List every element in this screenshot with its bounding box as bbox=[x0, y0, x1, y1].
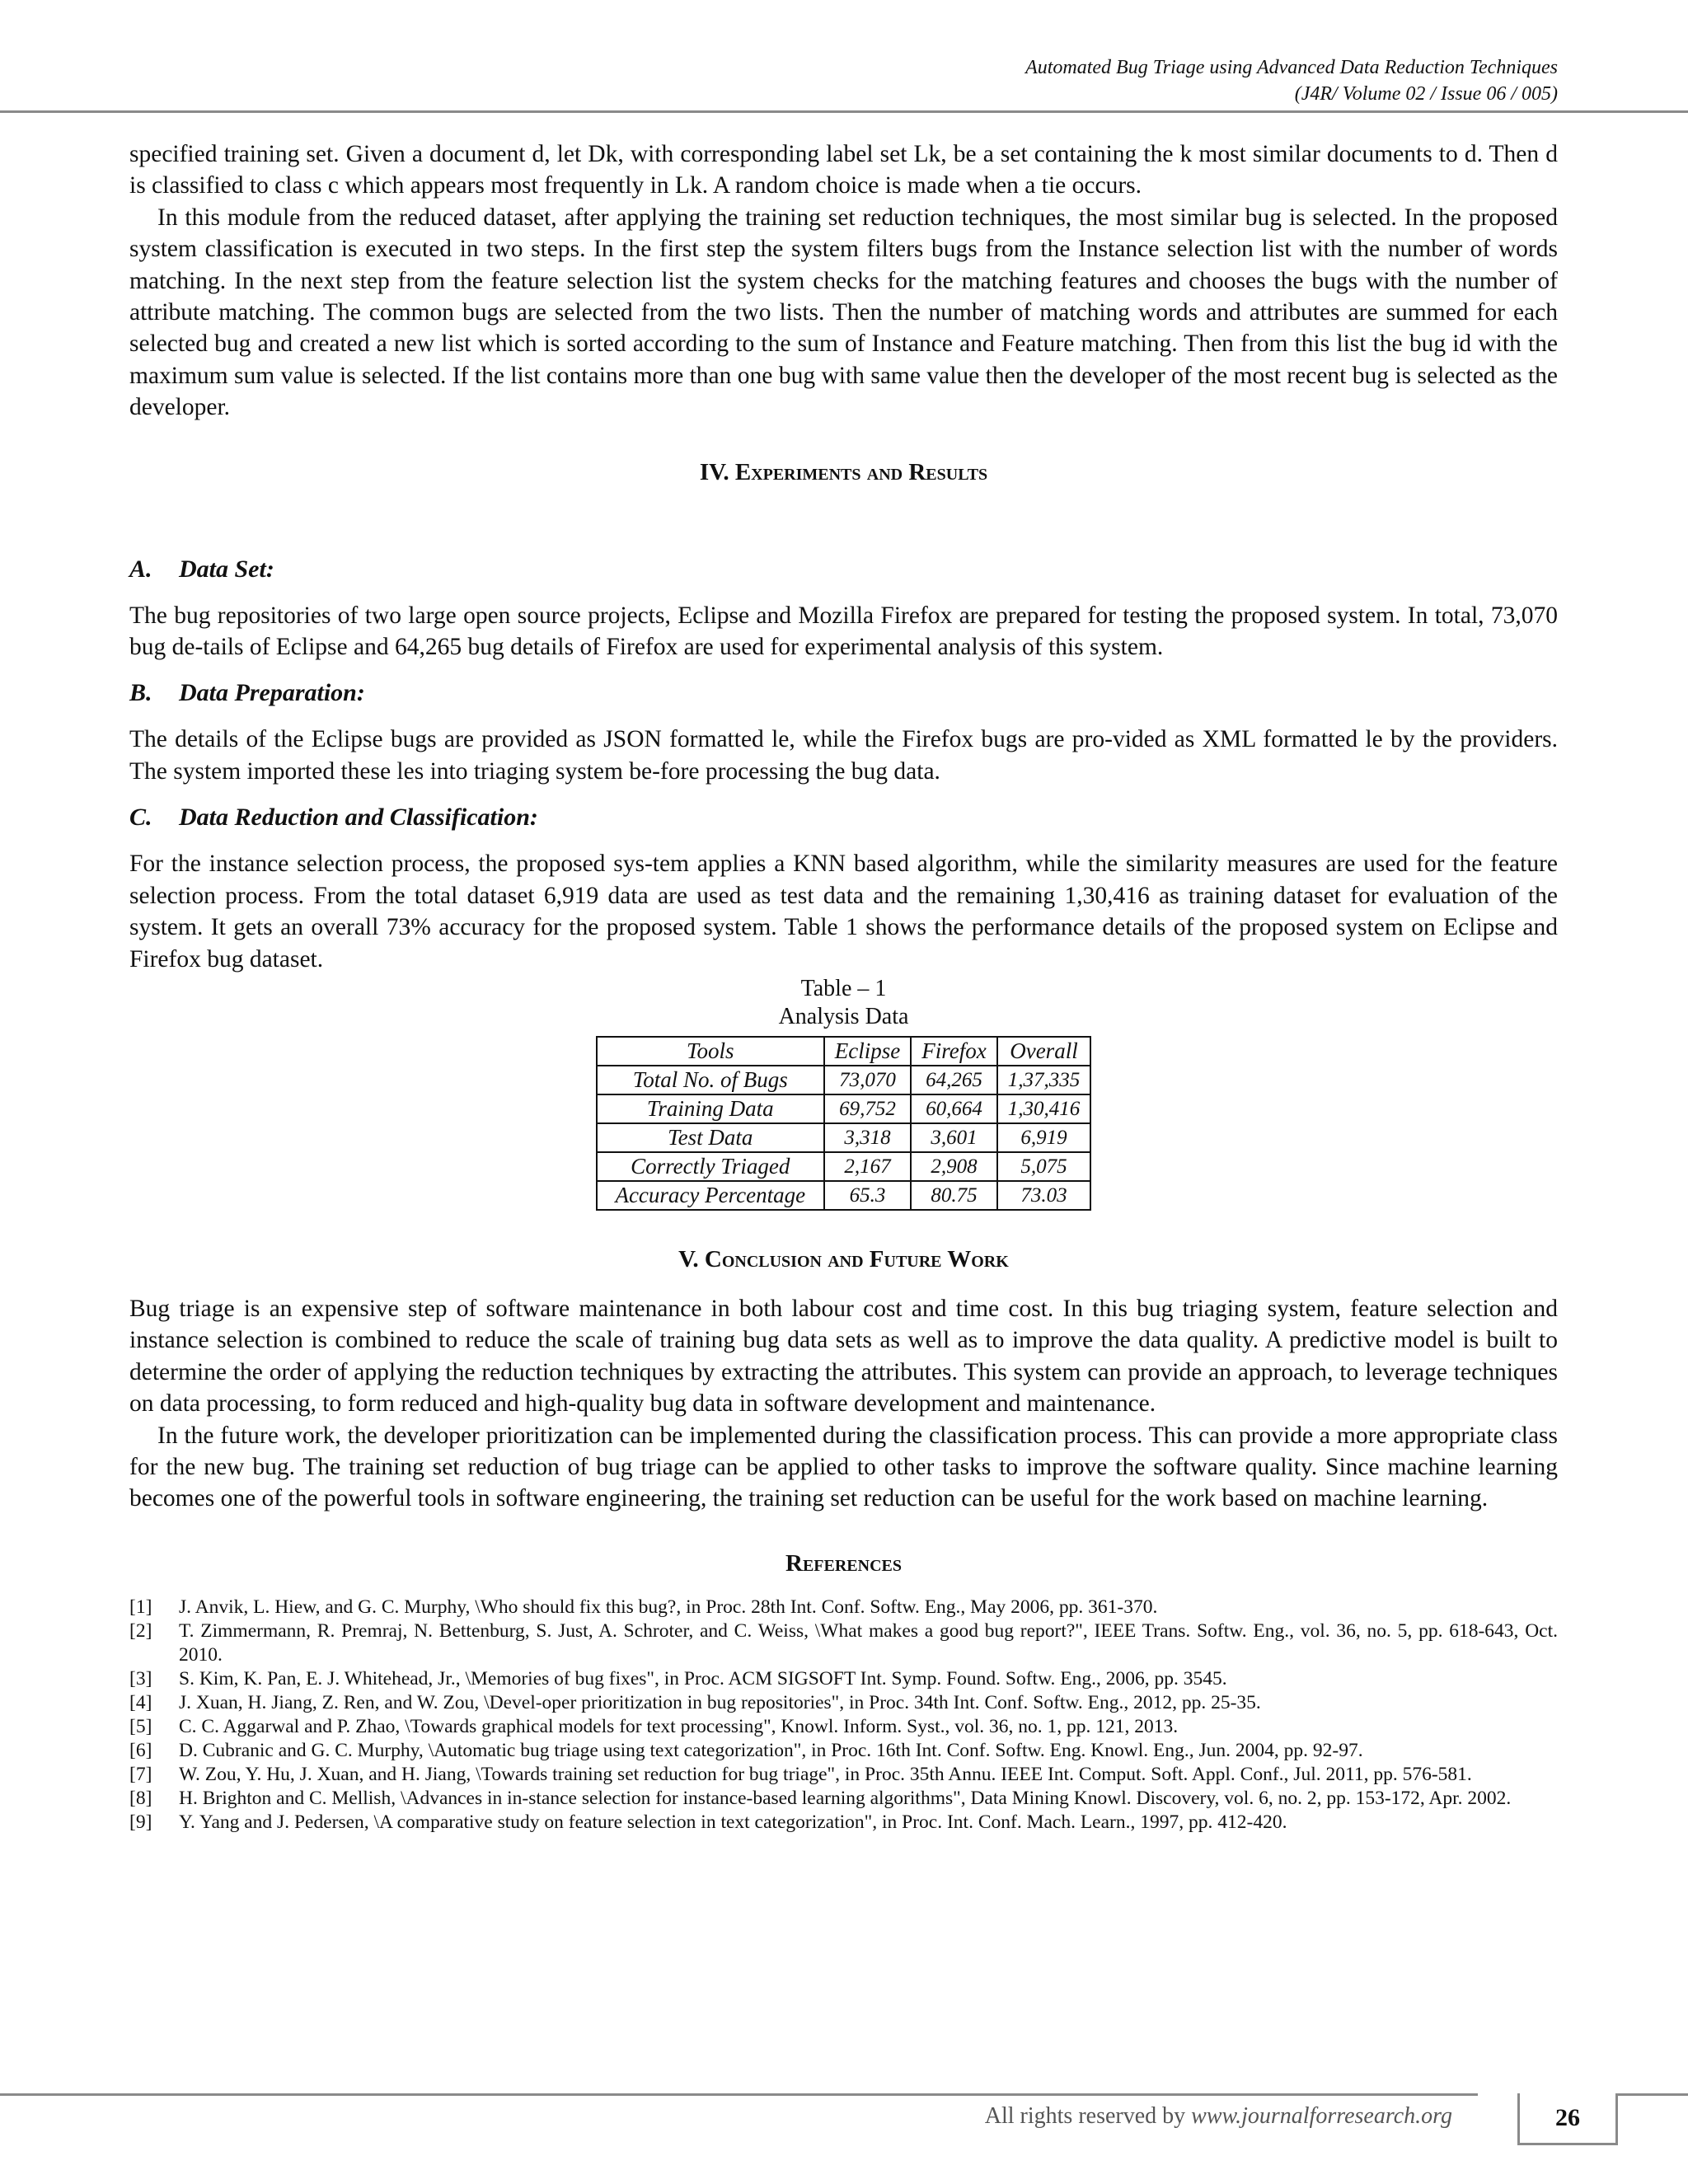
subsection-b-heading bbox=[129, 677, 1558, 709]
table-row bbox=[597, 1094, 1090, 1123]
table-cell: 6,919 bbox=[997, 1123, 1091, 1152]
header-volume: (J4R/ Volume 02 / Issue 06 / 005) bbox=[1294, 83, 1558, 105]
reference-text: C. C. Aggarwal and P. Zhao, \Towards graphical models for text processing", Knowl. Inform. Syst., vol. 36, no. 1, pp. 121, 2013. bbox=[179, 1715, 1179, 1737]
reference-item bbox=[129, 1739, 1558, 1763]
reference-item bbox=[129, 1596, 1558, 1619]
reference-number: [1] bbox=[129, 1596, 152, 1618]
intro-paragraph-2: In this module from the reduced dataset, after applying the training set reduction techniques, the most similar bug is selected. In the proposed system classification is executed in two steps. In the first step the system filters bugs from the Instance selection list with the number of words matching. In the next step from the feature selection list the system checks for the matching features and chooses the bugs with the number of attribute matching. The common bugs are selected from the two lists. Then the number of matching words and attributes are summed for each selected bug and created a new list which is sorted according to the sum of Instance and Feature matching. Then from this list the bug id with the maximum sum value is selected. If the list contains more than one bug with same value then the developer of the most recent bug is selected as the developer. bbox=[129, 204, 1558, 421]
reference-item bbox=[129, 1763, 1558, 1787]
reference-number: [8] bbox=[129, 1787, 152, 1809]
reference-item bbox=[129, 1691, 1558, 1715]
section-5-number: V. bbox=[678, 1245, 699, 1272]
table-cell: Accuracy Percentage bbox=[597, 1181, 824, 1210]
table-header-row bbox=[597, 1037, 1090, 1066]
section-5-heading bbox=[129, 1244, 1558, 1275]
section-5-title: Conclusion and Future Work bbox=[704, 1245, 1009, 1272]
table-cell: Total No. of Bugs bbox=[597, 1066, 824, 1094]
reference-text: T. Zimmermann, R. Premraj, N. Bettenburg, S. Just, A. Schroter, and C. Weiss, \What makes a good bug report?", IEEE Trans. Softw. Eng., vol. 36, no. 5, pp. 618-643, Oct. 2010. bbox=[179, 1619, 1558, 1666]
references-heading bbox=[129, 1548, 1558, 1579]
reference-item bbox=[129, 1715, 1558, 1739]
intro-paragraph-1: specified training set. Given a document d, let Dk, with corresponding label set Lk, be a set containing the k most similar documents to d. Then d is classified to class c which appears most frequently in Lk. A random choice is made when a tie occurs. bbox=[129, 141, 1558, 199]
table-cell: 73.03 bbox=[997, 1181, 1091, 1210]
table-cell: 3,318 bbox=[824, 1123, 911, 1152]
table-header-cell: Firefox bbox=[911, 1037, 996, 1066]
conclusion-paragraph-2: In the future work, the developer prioritization can be implemented during the classification process. This can provide a more appropriate class for the new bug. The training set reduction of bug triage can be applied to other tasks to improve the software quality. Since machine learning becomes one of the powerful tools in software engineering, the training set reduction can be useful for the work based on machine learning. bbox=[129, 1422, 1558, 1512]
footer-url-link[interactable]: www.journalforresearch.org bbox=[1191, 2103, 1452, 2129]
reference-text: S. Kim, K. Pan, E. J. Whitehead, Jr., \Memories of bug fixes", in Proc. ACM SIGSOFT Int. Symp. Found. Softw. Eng., 2006, pp. 3545. bbox=[179, 1667, 1227, 1690]
table-row bbox=[597, 1152, 1090, 1181]
reference-text: J. Anvik, L. Hiew, and G. C. Murphy, \Who should fix this bug?, in Proc. 28th Int. Conf. Softw. Eng., May 2006, pp. 361-370. bbox=[179, 1596, 1158, 1618]
table-row bbox=[597, 1181, 1090, 1210]
subsection-a-text: The bug repositories of two large open source projects, Eclipse and Mozilla Firefox are prepared for testing the proposed system. In total, 73,070 bug de-tails of Eclipse and 64,265 bug details of Firefox are used for experimental analysis of this system. bbox=[129, 602, 1558, 661]
reference-text: J. Xuan, H. Jiang, Z. Ren, and W. Zou, \Devel-oper prioritization in bug repositories", in Proc. 34th Int. Conf. Softw. Eng., 2012, pp. 25-35. bbox=[179, 1691, 1261, 1713]
subsection-c-title: Data Reduction and Classification: bbox=[179, 804, 538, 832]
table-cell: 1,30,416 bbox=[997, 1094, 1091, 1123]
references-title: References bbox=[785, 1549, 902, 1577]
table-cell: Test Data bbox=[597, 1123, 824, 1152]
reference-number: [2] bbox=[129, 1619, 152, 1642]
table-cell: 1,37,335 bbox=[997, 1066, 1091, 1094]
references-list bbox=[129, 1596, 1558, 1835]
section-4-number: IV. bbox=[699, 458, 729, 485]
subsection-c-label: C. bbox=[129, 804, 152, 832]
table-subcaption: Analysis Data bbox=[778, 1003, 909, 1029]
table-header-cell: Overall bbox=[997, 1037, 1091, 1066]
reference-item bbox=[129, 1787, 1558, 1811]
table-cell: 69,752 bbox=[824, 1094, 911, 1123]
reference-text: W. Zou, Y. Hu, J. Xuan, and H. Jiang, \Towards training set reduction for bug triage", in Proc. 35th Annu. IEEE Int. Comput. Soft. Appl. Conf., Jul. 2011, pp. 576-581. bbox=[179, 1763, 1472, 1785]
reference-number: [7] bbox=[129, 1763, 152, 1785]
footer-copyright bbox=[0, 2102, 1452, 2131]
subsection-c-text: For the instance selection process, the proposed sys-tem applies a KNN based algorithm, while the similarity measures are used for the feature selection process. From the total dataset 6,919 data are used as test data and the remaining 1,30,416 as training dataset for evaluation of the system. It gets an overall 73% accuracy for the proposed system. Table 1 shows the performance details of the proposed system on Eclipse and Firefox bug dataset. bbox=[129, 851, 1558, 972]
table-cell: 73,070 bbox=[824, 1066, 911, 1094]
reference-item bbox=[129, 1667, 1558, 1691]
subsection-b-text: The details of the Eclipse bugs are provided as JSON formatted le, while the Firefox bugs are pro-vided as XML formatted le by the providers. The system imported these les into triaging system be-fore processing the bug data. bbox=[129, 726, 1558, 785]
table-cell: 80.75 bbox=[911, 1181, 996, 1210]
running-header bbox=[0, 54, 1558, 107]
table-cell: Training Data bbox=[597, 1094, 824, 1123]
table-cell: 65.3 bbox=[824, 1181, 911, 1210]
table-cell: Correctly Triaged bbox=[597, 1152, 824, 1181]
header-title: Automated Bug Triage using Advanced Data Reduction Techniques bbox=[1025, 57, 1558, 78]
subsection-a-title: Data Set: bbox=[179, 555, 274, 583]
table-header-cell: Eclipse bbox=[824, 1037, 911, 1066]
section-4-heading bbox=[129, 457, 1558, 488]
table-caption: Table – 1 bbox=[800, 975, 887, 1001]
footer-rule-right bbox=[1615, 2093, 1688, 2096]
subsection-b-label: B. bbox=[129, 679, 152, 707]
table-header-cell: Tools bbox=[597, 1037, 824, 1066]
reference-number: [3] bbox=[129, 1667, 152, 1690]
subsection-a-heading bbox=[129, 554, 1558, 585]
table-row bbox=[597, 1066, 1090, 1094]
header-rule bbox=[0, 110, 1688, 113]
reference-text: D. Cubranic and G. C. Murphy, \Automatic bug triage using text categorization", in Proc. 16th Int. Conf. Softw. Eng. Knowl. Eng., Jun. 2004, pp. 92-97. bbox=[179, 1739, 1363, 1761]
subsection-a-label: A. bbox=[129, 555, 152, 583]
subsection-c-heading bbox=[129, 802, 1558, 833]
page-number: 26 bbox=[1517, 2093, 1618, 2145]
reference-item bbox=[129, 1619, 1558, 1667]
reference-number: [6] bbox=[129, 1739, 152, 1761]
reference-number: [5] bbox=[129, 1715, 152, 1737]
conclusion-paragraph-1: Bug triage is an expensive step of software maintenance in both labour cost and time cost. In this bug triaging system, feature selection and instance selection is combined to reduce the scale of training bug data sets as well as to improve the data quality. A predictive model is built to determine the order of applying the reduction techniques by extracting the attributes. This system can provide an approach, to leverage techniques on data processing, to form reduced and high-quality bug data in software development and maintenance. bbox=[129, 1295, 1558, 1418]
table-cell: 2,167 bbox=[824, 1152, 911, 1181]
page-body bbox=[129, 138, 1558, 1835]
table-cell: 5,075 bbox=[997, 1152, 1091, 1181]
reference-item bbox=[129, 1811, 1558, 1835]
table-cell: 60,664 bbox=[911, 1094, 996, 1123]
section-4-title: Experiments and Results bbox=[734, 458, 988, 485]
footer-prefix: All rights reserved by bbox=[984, 2103, 1186, 2129]
reference-text: H. Brighton and C. Mellish, \Advances in in-stance selection for instance-based learning algorithms", Data Mining Knowl. Discovery, vol. 6, no. 2, pp. 153-172, Apr. 2002. bbox=[179, 1787, 1512, 1809]
table-row bbox=[597, 1123, 1090, 1152]
reference-text: Y. Yang and J. Pedersen, \A comparative study on feature selection in text categorization", in Proc. Int. Conf. Mach. Learn., 1997, pp. 412-420. bbox=[179, 1811, 1287, 1833]
table-cell: 2,908 bbox=[911, 1152, 996, 1181]
table-cell: 3,601 bbox=[911, 1123, 996, 1152]
reference-number: [4] bbox=[129, 1691, 152, 1713]
footer-rule bbox=[0, 2093, 1478, 2096]
subsection-b-title: Data Preparation: bbox=[179, 679, 365, 707]
table-cell: 64,265 bbox=[911, 1066, 996, 1094]
analysis-data-table bbox=[596, 1036, 1091, 1211]
reference-number: [9] bbox=[129, 1811, 152, 1833]
